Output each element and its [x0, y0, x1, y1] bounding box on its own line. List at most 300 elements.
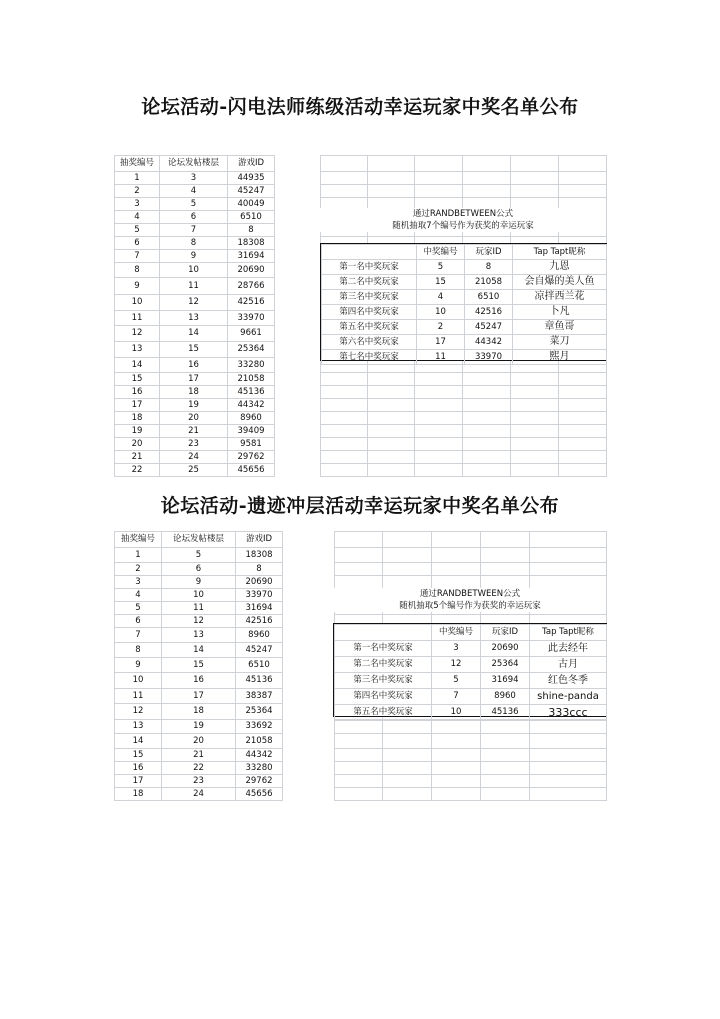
grid-cell: [511, 172, 559, 185]
grid-cell: [463, 451, 511, 464]
column-header: 抽奖编号: [115, 532, 162, 548]
winner-column-header: Tap Tapt昵称: [513, 245, 607, 260]
grid-cell: [335, 749, 383, 762]
table-cell: 19: [160, 399, 228, 412]
grid-cell: [481, 548, 530, 563]
table-cell: 15: [115, 749, 162, 762]
grid-cell: [530, 532, 607, 548]
table-cell: 22: [115, 464, 160, 477]
grid-row: [335, 563, 607, 576]
table-row: [115, 749, 283, 762]
table-row: [115, 548, 283, 563]
section1-entry-table: [114, 155, 275, 477]
table-cell: 33280: [236, 762, 283, 775]
grid-cell: [481, 734, 530, 749]
table-cell: 44342: [236, 749, 283, 762]
table-cell: 4: [115, 211, 160, 224]
table-cell: 2: [115, 185, 160, 198]
grid-cell: [383, 762, 432, 775]
grid-cell: [559, 412, 607, 425]
table-row: [115, 643, 283, 658]
table-cell: 9581: [228, 438, 275, 451]
grid-row: [335, 775, 607, 788]
table-cell: 16: [115, 386, 160, 399]
table-cell: 12: [115, 704, 162, 720]
winner-column-header: 玩家ID: [481, 625, 530, 641]
grid-cell: [559, 172, 607, 185]
section1-winner-table: [320, 243, 607, 361]
table-row: [115, 628, 283, 643]
grid-cell: [321, 451, 368, 464]
table-cell: 11: [115, 311, 160, 326]
table-cell: 14: [160, 326, 228, 342]
winner-nickname: 九恩: [513, 260, 607, 275]
winner-nickname: 菜刀: [513, 335, 607, 350]
grid-cell: [415, 412, 463, 425]
grid-cell: [559, 373, 607, 386]
grid-cell: [383, 788, 432, 801]
grid-row: [321, 464, 607, 477]
grid-cell: [368, 156, 415, 172]
winner-row: [322, 320, 607, 335]
grid-cell: [463, 156, 511, 172]
winner-rank: 第一名中奖玩家: [322, 260, 417, 275]
table-cell: 5: [115, 224, 160, 237]
table-cell: 15: [162, 658, 236, 673]
grid-cell: [463, 172, 511, 185]
section2-notice-line1: 通过RANDBETWEEN公式: [419, 589, 521, 599]
grid-cell: [335, 775, 383, 788]
table-cell: 20690: [228, 263, 275, 278]
winner-column-header: 中奖编号: [432, 625, 481, 641]
table-cell: 15: [115, 373, 160, 386]
section1-notice-line2: 随机抽取7个编号作为获奖的幸运玩家: [392, 221, 534, 231]
grid-cell: [368, 438, 415, 451]
table-cell: 17: [160, 373, 228, 386]
table-row: [115, 172, 275, 185]
grid-cell: [463, 425, 511, 438]
table-cell: 5: [160, 198, 228, 211]
winner-player-id: 31694: [481, 673, 530, 689]
grid-cell: [432, 749, 481, 762]
table-row: [115, 412, 275, 425]
grid-row: [321, 399, 607, 412]
table-cell: 18: [162, 704, 236, 720]
table-cell: 14: [115, 734, 162, 749]
winner-rank: 第三名中奖玩家: [322, 290, 417, 305]
table-cell: 20: [162, 734, 236, 749]
column-header: 抽奖编号: [115, 156, 160, 172]
grid-cell: [383, 576, 432, 589]
column-header: 游戏ID: [236, 532, 283, 548]
table-cell: 40049: [228, 198, 275, 211]
grid-cell: [432, 720, 481, 734]
table-cell: 18: [115, 788, 162, 801]
table-row: [115, 720, 283, 734]
header-row: [115, 156, 275, 172]
winner-number: 10: [417, 305, 465, 320]
grid-cell: [368, 451, 415, 464]
table-cell: 13: [160, 311, 228, 326]
table-cell: 45247: [236, 643, 283, 658]
table-row: [115, 278, 275, 295]
grid-cell: [511, 386, 559, 399]
winner-rank: 第三名中奖玩家: [335, 673, 432, 689]
table-cell: 20: [115, 438, 160, 451]
grid-cell: [463, 386, 511, 399]
table-cell: 33970: [236, 589, 283, 602]
grid-cell: [321, 373, 368, 386]
table-cell: 8960: [236, 628, 283, 643]
grid-cell: [335, 548, 383, 563]
grid-row: [335, 548, 607, 563]
winner-column-header: [322, 245, 417, 260]
table-row: [115, 250, 275, 263]
table-cell: 2: [115, 563, 162, 576]
grid-cell: [321, 438, 368, 451]
table-cell: 14: [162, 643, 236, 658]
table-cell: 5: [115, 602, 162, 615]
grid-cell: [432, 734, 481, 749]
grid-cell: [481, 532, 530, 548]
table-cell: 10: [115, 295, 160, 311]
table-cell: 13: [115, 342, 160, 358]
winner-player-id: 20690: [481, 641, 530, 657]
table-cell: 8: [160, 237, 228, 250]
winner-nickname: 凉拌西兰花: [513, 290, 607, 305]
table-row: [115, 658, 283, 673]
table-cell: 25: [160, 464, 228, 477]
table-cell: 13: [115, 720, 162, 734]
section2-winner-table: [333, 623, 607, 717]
section1-notice-line1: 通过RANDBETWEEN公式: [412, 209, 514, 219]
winner-player-id: 21058: [465, 275, 513, 290]
table-row: [115, 689, 283, 704]
grid-cell: [415, 399, 463, 412]
grid-row: [335, 532, 607, 548]
winner-rank: 第六名中奖玩家: [322, 335, 417, 350]
table-cell: 6: [115, 615, 162, 628]
table-cell: 21058: [236, 734, 283, 749]
winner-rank: 第四名中奖玩家: [322, 305, 417, 320]
table-cell: 12: [115, 326, 160, 342]
table-cell: 33970: [228, 311, 275, 326]
grid-cell: [335, 532, 383, 548]
grid-cell: [321, 399, 368, 412]
grid-cell: [321, 464, 368, 477]
table-cell: 24: [160, 451, 228, 464]
grid-cell: [511, 399, 559, 412]
grid-row: [321, 386, 607, 399]
table-cell: 21: [160, 425, 228, 438]
grid-cell: [530, 749, 607, 762]
grid-cell: [415, 464, 463, 477]
winner-player-id: 8: [465, 260, 513, 275]
table-cell: 33692: [236, 720, 283, 734]
table-cell: 29762: [228, 451, 275, 464]
grid-cell: [321, 172, 368, 185]
table-row: [115, 438, 275, 451]
table-cell: 9: [115, 278, 160, 295]
grid-cell: [511, 373, 559, 386]
grid-cell: [415, 438, 463, 451]
grid-cell: [368, 386, 415, 399]
table-cell: 3: [160, 172, 228, 185]
table-cell: 11: [160, 278, 228, 295]
winner-player-id: 25364: [481, 657, 530, 673]
table-row: [115, 762, 283, 775]
table-cell: 6: [162, 563, 236, 576]
winner-number: 10: [432, 705, 481, 721]
winner-number: 4: [417, 290, 465, 305]
table-row: [115, 602, 283, 615]
grid-cell: [432, 762, 481, 775]
grid-cell: [383, 734, 432, 749]
grid-cell: [383, 775, 432, 788]
table-cell: 20690: [236, 576, 283, 589]
table-cell: 8: [236, 563, 283, 576]
winner-player-id: 6510: [465, 290, 513, 305]
table-cell: 16: [160, 358, 228, 373]
table-cell: 9: [160, 250, 228, 263]
grid-row: [321, 156, 607, 172]
grid-cell: [415, 172, 463, 185]
grid-cell: [559, 156, 607, 172]
table-cell: 6510: [236, 658, 283, 673]
table-cell: 23: [160, 438, 228, 451]
table-cell: 8: [115, 263, 160, 278]
grid-row: [321, 172, 607, 185]
winner-nickname: 卜凡: [513, 305, 607, 320]
winner-row: [335, 657, 607, 673]
grid-row: [335, 762, 607, 775]
table-cell: 24: [162, 788, 236, 801]
table-cell: 21: [162, 749, 236, 762]
grid-cell: [383, 749, 432, 762]
winner-nickname: 会自爆的美人鱼: [513, 275, 607, 290]
grid-row: [321, 373, 607, 386]
table-cell: 5: [162, 548, 236, 563]
section1-title: 论坛活动-闪电法师练级活动幸运玩家中奖名单公布: [141, 96, 579, 118]
header-row: [115, 532, 283, 548]
table-cell: 18: [115, 412, 160, 425]
grid-cell: [383, 720, 432, 734]
winner-number: 17: [417, 335, 465, 350]
table-row: [115, 464, 275, 477]
grid-cell: [368, 399, 415, 412]
winner-row: [335, 673, 607, 689]
table-cell: 14: [115, 358, 160, 373]
table-cell: 22: [162, 762, 236, 775]
winner-nickname: 章鱼哥: [513, 320, 607, 335]
grid-row: [321, 438, 607, 451]
table-cell: 33280: [228, 358, 275, 373]
grid-cell: [335, 788, 383, 801]
winner-player-id: 42516: [465, 305, 513, 320]
grid-cell: [368, 373, 415, 386]
table-row: [115, 342, 275, 358]
grid-row: [321, 451, 607, 464]
table-cell: 18308: [228, 237, 275, 250]
winner-row: [322, 350, 607, 365]
grid-row: [321, 185, 607, 198]
winner-row: [322, 290, 607, 305]
winner-number: 2: [417, 320, 465, 335]
winner-nickname: 此去经年: [530, 641, 607, 657]
winner-nickname: 红色冬季: [530, 673, 607, 689]
winner-header-row: [322, 245, 607, 260]
grid-cell: [335, 734, 383, 749]
table-row: [115, 734, 283, 749]
grid-row: [335, 720, 607, 734]
grid-cell: [321, 386, 368, 399]
grid-cell: [511, 185, 559, 198]
winner-rank: 第四名中奖玩家: [335, 689, 432, 705]
winner-rank: 第二名中奖玩家: [322, 275, 417, 290]
table-cell: 29762: [236, 775, 283, 788]
table-cell: 3: [115, 576, 162, 589]
winner-player-id: 45136: [481, 705, 530, 721]
table-row: [115, 237, 275, 250]
table-row: [115, 399, 275, 412]
grid-cell: [415, 185, 463, 198]
table-row: [115, 263, 275, 278]
grid-cell: [415, 373, 463, 386]
grid-cell: [463, 373, 511, 386]
grid-cell: [415, 156, 463, 172]
table-cell: 12: [162, 615, 236, 628]
table-cell: 44935: [228, 172, 275, 185]
table-cell: 10: [115, 673, 162, 689]
winner-row: [335, 641, 607, 657]
table-cell: 9: [162, 576, 236, 589]
table-row: [115, 358, 275, 373]
grid-cell: [481, 720, 530, 734]
table-row: [115, 425, 275, 438]
table-row: [115, 211, 275, 224]
grid-cell: [432, 548, 481, 563]
table-cell: 45136: [228, 386, 275, 399]
grid-cell: [530, 720, 607, 734]
column-header: 游戏ID: [228, 156, 275, 172]
table-cell: 19: [115, 425, 160, 438]
grid-cell: [530, 734, 607, 749]
grid-cell: [481, 775, 530, 788]
winner-player-id: 8960: [481, 689, 530, 705]
table-cell: 45656: [228, 464, 275, 477]
grid-cell: [481, 788, 530, 801]
grid-cell: [463, 399, 511, 412]
winner-row: [322, 275, 607, 290]
table-cell: 17: [115, 399, 160, 412]
grid-cell: [530, 788, 607, 801]
winner-header-row: [335, 625, 607, 641]
table-cell: 31694: [236, 602, 283, 615]
table-row: [115, 326, 275, 342]
table-cell: 45247: [228, 185, 275, 198]
winner-number: 15: [417, 275, 465, 290]
table-cell: 6: [115, 237, 160, 250]
table-cell: 10: [162, 589, 236, 602]
grid-cell: [511, 464, 559, 477]
table-cell: 39409: [228, 425, 275, 438]
table-cell: 8: [115, 643, 162, 658]
section2-notice: [334, 588, 606, 612]
table-cell: 42516: [236, 615, 283, 628]
grid-cell: [463, 412, 511, 425]
table-row: [115, 704, 283, 720]
table-cell: 4: [115, 589, 162, 602]
grid-cell: [481, 563, 530, 576]
winner-row: [335, 689, 607, 705]
grid-row: [335, 749, 607, 762]
table-cell: 11: [162, 602, 236, 615]
grid-cell: [383, 532, 432, 548]
table-row: [115, 563, 283, 576]
table-row: [115, 576, 283, 589]
table-cell: 8: [228, 224, 275, 237]
grid-cell: [511, 156, 559, 172]
table-cell: 20: [160, 412, 228, 425]
table-cell: 17: [162, 689, 236, 704]
table-row: [115, 386, 275, 399]
table-cell: 19: [162, 720, 236, 734]
winner-number: 12: [432, 657, 481, 673]
winner-rank: 第七名中奖玩家: [322, 350, 417, 365]
grid-cell: [368, 425, 415, 438]
table-row: [115, 451, 275, 464]
table-cell: 13: [162, 628, 236, 643]
grid-row: [335, 788, 607, 801]
table-cell: 7: [160, 224, 228, 237]
winner-player-id: 45247: [465, 320, 513, 335]
grid-cell: [481, 576, 530, 589]
grid-cell: [463, 438, 511, 451]
grid-cell: [432, 788, 481, 801]
table-cell: 9661: [228, 326, 275, 342]
winner-number: 7: [432, 689, 481, 705]
table-cell: 45656: [236, 788, 283, 801]
winner-rank: 第二名中奖玩家: [335, 657, 432, 673]
grid-cell: [530, 576, 607, 589]
winner-number: 5: [417, 260, 465, 275]
winner-column-header: [335, 625, 432, 641]
winner-player-id: 44342: [465, 335, 513, 350]
grid-cell: [432, 576, 481, 589]
grid-cell: [321, 156, 368, 172]
table-cell: 1: [115, 172, 160, 185]
table-cell: 8960: [228, 412, 275, 425]
grid-cell: [530, 548, 607, 563]
grid-row: [335, 734, 607, 749]
winner-rank: 第五名中奖玩家: [322, 320, 417, 335]
table-cell: 16: [115, 762, 162, 775]
grid-row: [321, 425, 607, 438]
winner-rank: 第五名中奖玩家: [335, 705, 432, 721]
table-cell: 21058: [228, 373, 275, 386]
table-cell: 31694: [228, 250, 275, 263]
winner-column-header: 玩家ID: [465, 245, 513, 260]
winner-row: [322, 305, 607, 320]
grid-cell: [383, 563, 432, 576]
table-cell: 18308: [236, 548, 283, 563]
winner-number: 11: [417, 350, 465, 365]
column-header: 论坛发帖楼层: [160, 156, 228, 172]
table-cell: 12: [160, 295, 228, 311]
grid-cell: [530, 775, 607, 788]
grid-cell: [383, 548, 432, 563]
grid-cell: [321, 412, 368, 425]
